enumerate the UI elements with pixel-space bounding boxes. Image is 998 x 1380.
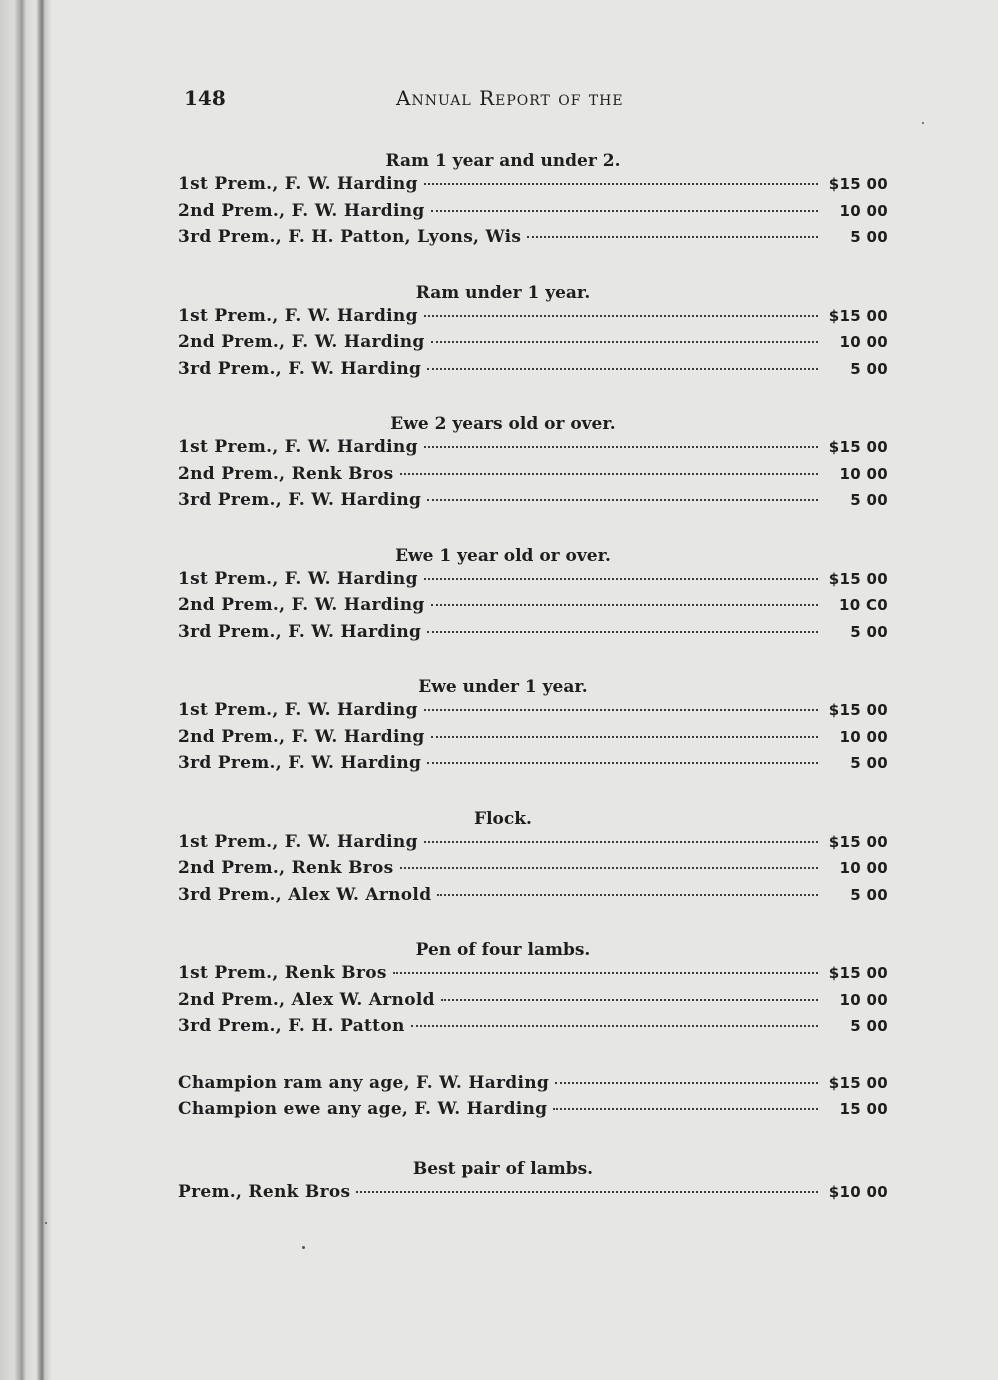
premium-amount: $15 00 <box>828 701 888 719</box>
premium-amount: 10 00 <box>839 859 888 877</box>
section-title: Flock. <box>474 808 532 829</box>
premium-label: 2nd Prem., F. W. Harding <box>178 726 425 747</box>
premium-amount: $15 00 <box>828 175 888 193</box>
premium-label: 3rd Prem., Alex W. Arnold <box>178 884 432 905</box>
premium-label: 3rd Prem., F. H. Patton, Lyons, Wis <box>178 227 522 247</box>
paper-speck <box>302 1246 305 1249</box>
section-title: Best pair of lambs. <box>412 1158 594 1179</box>
premium-amount: 10 00 <box>839 201 888 220</box>
premium-amount: 10 C0 <box>838 596 888 614</box>
premium-row <box>178 201 888 228</box>
page-header <box>178 82 888 122</box>
section-title: Ram 1 year and under 2. <box>385 151 621 171</box>
dot-leader <box>400 473 818 475</box>
champion-amount: 15 00 <box>839 1100 888 1118</box>
report-page <box>178 82 888 1342</box>
premium-row <box>178 437 888 464</box>
page-number: 148 <box>184 86 226 110</box>
premium-amount: $15 00 <box>828 964 888 982</box>
premium-section <box>178 148 888 254</box>
section-title: Pen of four lambs. <box>415 940 591 960</box>
premium-label: 2nd Prem., Renk Bros <box>178 858 394 878</box>
premium-amount: $15 00 <box>828 569 888 588</box>
premium-row <box>178 753 888 780</box>
dot-leader <box>393 972 818 974</box>
section-title: Ewe under 1 year. <box>418 677 588 697</box>
premium-row <box>178 727 888 754</box>
premium-amount: 5 00 <box>850 359 888 378</box>
dot-leader <box>553 1108 818 1110</box>
premium-label: 2nd Prem., F. W. Harding <box>178 332 425 352</box>
premium-row <box>178 1182 888 1209</box>
premium-row <box>178 490 888 517</box>
premium-row <box>178 622 888 649</box>
dot-leader <box>424 709 818 711</box>
champion-label: Champion ewe any age, F. W. Harding <box>178 1099 548 1119</box>
premium-label: 3rd Prem., F. W. Harding <box>178 621 422 642</box>
dot-leader <box>431 210 818 212</box>
dot-leader <box>400 867 818 869</box>
premium-row <box>178 332 888 359</box>
section-title: Ram under 1 year. <box>415 282 591 303</box>
premium-row <box>178 359 888 386</box>
premium-row <box>178 174 888 201</box>
premium-row <box>178 700 888 727</box>
best-pair-section <box>178 1156 888 1209</box>
premium-label: 1st Prem., F. W. Harding <box>178 831 418 852</box>
premium-row <box>178 1016 888 1043</box>
champion-awards <box>178 1073 888 1126</box>
premium-section <box>178 806 888 912</box>
dot-leader <box>427 499 818 501</box>
premium-amount: $10 00 <box>828 1182 888 1201</box>
dot-leader <box>411 1025 818 1027</box>
dot-leader <box>441 999 818 1001</box>
premium-row <box>178 885 888 912</box>
champion-label: Champion ram any age, F. W. Harding <box>178 1072 550 1093</box>
premium-section <box>178 280 888 386</box>
premium-label: 1st Prem., Renk Bros <box>178 963 387 983</box>
book-binding-edge <box>0 0 52 1380</box>
dot-leader <box>427 368 818 370</box>
paper-speck <box>922 122 924 124</box>
dot-leader <box>431 604 818 606</box>
dot-leader <box>431 341 818 343</box>
premium-row <box>178 306 888 333</box>
dot-leader <box>356 1191 818 1193</box>
champion-amount: $15 00 <box>828 1073 888 1092</box>
premium-label: 1st Prem., F. W. Harding <box>178 437 418 457</box>
premium-amount: 10 00 <box>839 464 888 483</box>
dot-leader <box>555 1082 818 1084</box>
premium-amount: $15 00 <box>828 438 888 456</box>
premium-amount: $15 00 <box>828 832 888 851</box>
premium-row <box>178 464 888 491</box>
dot-leader <box>431 736 818 738</box>
premium-label: 2nd Prem., Alex W. Arnold <box>178 989 435 1010</box>
premium-label: 1st Prem., F. W. Harding <box>178 568 418 589</box>
premium-label: 3rd Prem., F. H. Patton <box>178 1016 405 1036</box>
premium-label: 1st Prem., F. W. Harding <box>178 174 418 194</box>
premium-row <box>178 990 888 1017</box>
premium-label: 3rd Prem., F. W. Harding <box>178 753 422 773</box>
premium-section <box>178 411 888 517</box>
premium-label: 3rd Prem., F. W. Harding <box>178 490 422 510</box>
premium-row <box>178 227 888 254</box>
premium-amount: 5 00 <box>850 885 888 904</box>
premium-row <box>178 569 888 596</box>
dot-leader <box>427 631 818 633</box>
premium-row <box>178 832 888 859</box>
dot-leader <box>424 446 818 448</box>
premium-section <box>178 543 888 649</box>
dot-leader <box>424 841 818 843</box>
premium-section <box>178 674 888 780</box>
premium-amount: 5 00 <box>850 622 888 641</box>
dot-leader <box>424 183 818 185</box>
premium-row <box>178 963 888 990</box>
section-title: Ewe 1 year old or over. <box>395 545 611 566</box>
dot-leader <box>427 762 818 764</box>
premium-label: 1st Prem., F. W. Harding <box>178 305 418 326</box>
paper-speck <box>45 1222 47 1224</box>
premium-amount: 10 00 <box>839 990 888 1009</box>
premium-section <box>178 937 888 1043</box>
champion-row <box>178 1073 888 1100</box>
premium-label: 3rd Prem., F. W. Harding <box>178 358 422 379</box>
champion-row <box>178 1099 888 1126</box>
running-head: Annual Report of the <box>396 86 624 110</box>
section-title: Ewe 2 years old or over. <box>390 414 616 434</box>
premium-label: 2nd Prem., F. W. Harding <box>178 200 425 221</box>
premium-amount: 5 00 <box>850 228 888 246</box>
premium-row <box>178 595 888 622</box>
premium-label: 2nd Prem., F. W. Harding <box>178 595 425 615</box>
dot-leader <box>437 894 818 896</box>
premium-amount: 5 00 <box>850 1017 888 1035</box>
premium-amount: 5 00 <box>850 491 888 509</box>
premium-amount: 10 00 <box>839 333 888 351</box>
premium-row <box>178 858 888 885</box>
premium-label: Prem., Renk Bros <box>178 1181 351 1202</box>
dot-leader <box>424 315 818 317</box>
premium-amount: $15 00 <box>828 306 888 325</box>
dot-leader <box>527 236 818 238</box>
premium-amount: 10 00 <box>839 727 888 746</box>
premium-label: 2nd Prem., Renk Bros <box>178 463 394 484</box>
dot-leader <box>424 578 818 580</box>
premium-amount: 5 00 <box>850 754 888 772</box>
premium-label: 1st Prem., F. W. Harding <box>178 700 418 720</box>
